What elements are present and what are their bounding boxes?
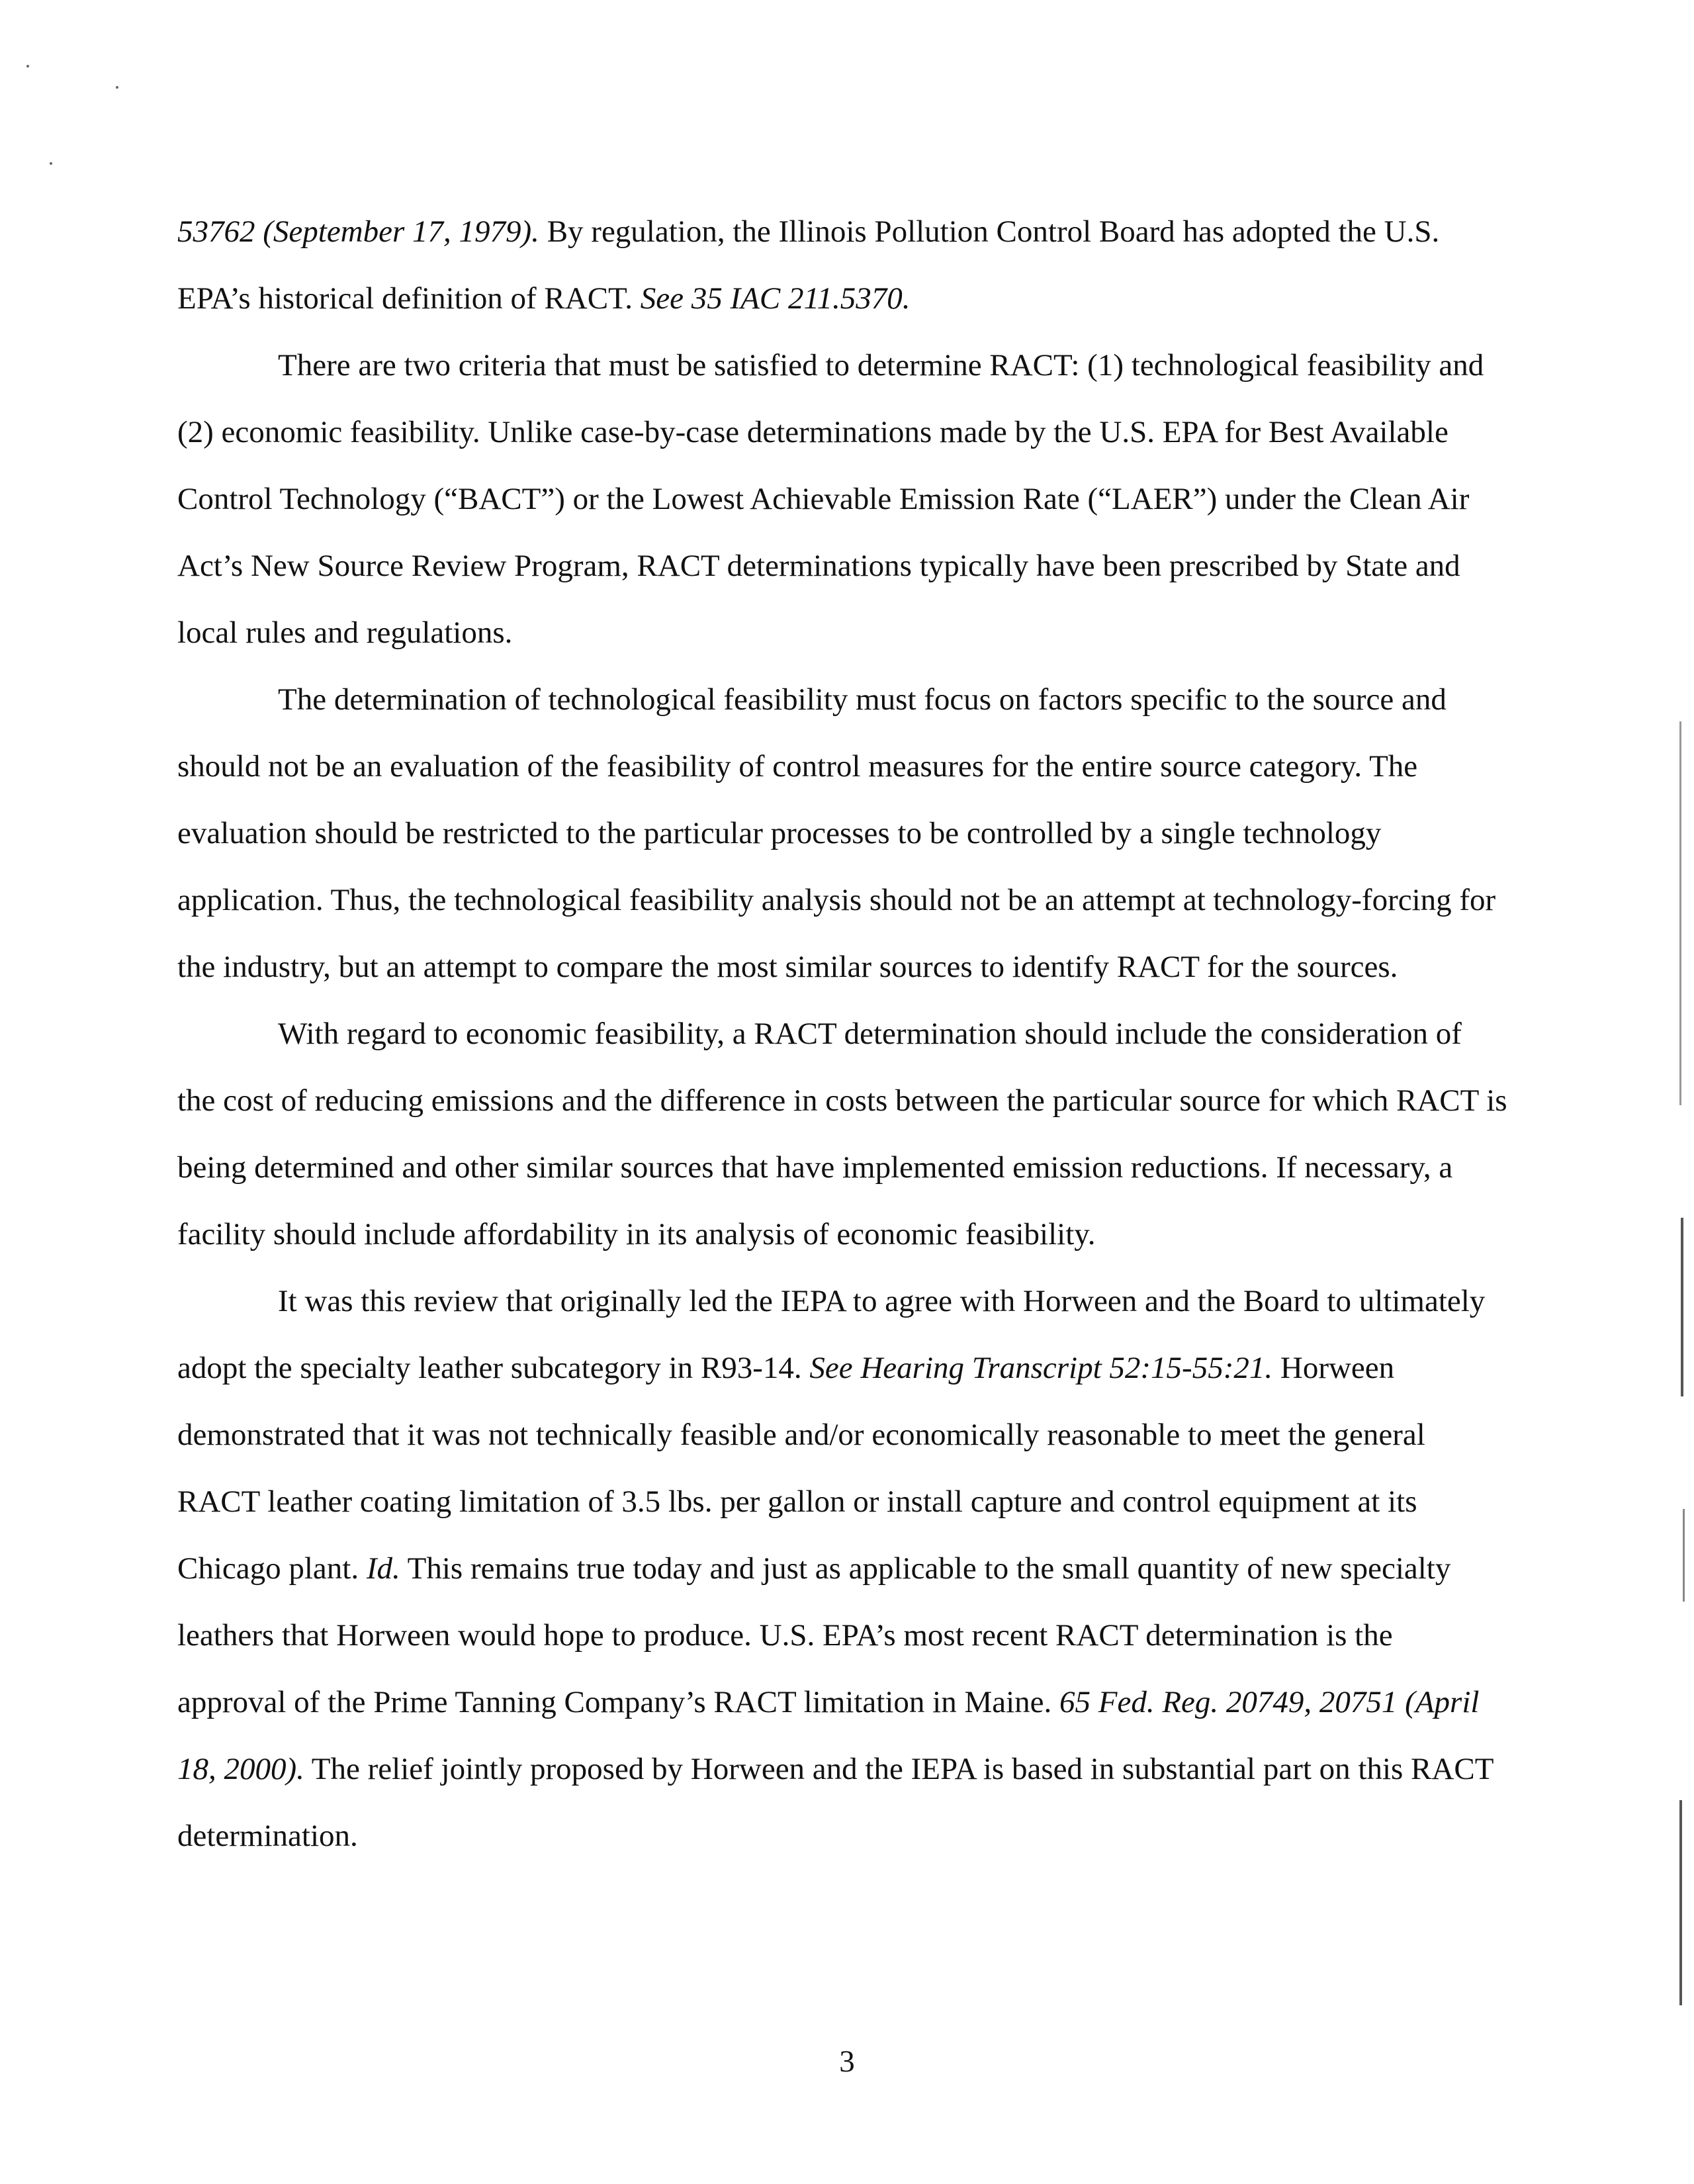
text-run: It was this review that originally led the IEPA to agree with Horween and the Board to ultimately adopt the specialty leather subcategory in R93-14. <box>177 1284 1486 1385</box>
paragraph-4 <box>177 1001 1507 1268</box>
text-run: The relief jointly proposed by Horween and the IEPA is based in substantial part on this RACT determination. <box>177 1752 1493 1853</box>
scan-speck <box>26 65 29 68</box>
scan-artifact <box>1679 721 1681 1105</box>
citation: 65 Fed. Reg. 20749, 20751 (April 18, 2000). <box>177 1685 1480 1786</box>
paragraph-3 <box>177 666 1507 1001</box>
scan-artifact <box>1681 1218 1683 1396</box>
body-text <box>177 199 1507 1870</box>
page-number: 3 <box>839 2044 855 2079</box>
citation: Id. <box>366 1551 400 1586</box>
text-run: The determination of technological feasibility must focus on factors specific to the source and should not be an evaluation of the feasibility of control measures for the entire source category. The evaluation should be restricted to the particular processes to be controlled by a single technology application. Thus, the technological feasibility analysis should not be an attempt at technology-forcing for the industry, but an attempt to compare the most similar sources to identify RACT for the sources. <box>177 682 1496 984</box>
citation: See Hearing Transcript 52:15-55:21. <box>809 1351 1273 1385</box>
citation: See 35 IAC 211.5370. <box>640 281 911 316</box>
text-run: With regard to economic feasibility, a RACT determination should include the consideration of the cost of reducing emissions and the difference in costs between the particular source for which RACT is being determined and other similar sources that have implemented emission reductions. If necessary, a facility should include affordability in its analysis of economic feasibility. <box>177 1017 1507 1251</box>
citation: 53762 (September 17, 1979). <box>177 214 539 249</box>
scan-speck <box>116 86 118 89</box>
paragraph-1 <box>177 199 1507 332</box>
text-run: Horween demonstrated that it was not technically feasible and/or economically reasonable to meet the general RACT leather coating limitation of 3.5 lbs. per gallon or install capture and control equipment at its Chicago plant. <box>177 1351 1425 1586</box>
scan-speck <box>50 162 52 165</box>
text-run: This remains true today and just as applicable to the small quantity of new specialty leathers that Horween would hope to produce. U.S. EPA’s most recent RACT determination is the approval of the Prime Tanning Company’s RACT limitation in Maine. <box>177 1551 1451 1719</box>
scan-artifact <box>1679 1800 1682 2005</box>
scan-artifact <box>1683 1509 1685 1602</box>
paragraph-2 <box>177 332 1507 666</box>
text-run: There are two criteria that must be satisfied to determine RACT: (1) technological feasibility and (2) economic feasibility. Unlike case-by-case determinations made by the U.S. EPA for Best Available Control Technology (“BACT”) or the Lowest Achievable Emission Rate (“LAER”) under the Clean Air Act’s New Source Review Program, RACT determinations typically have been prescribed by State and local rules and regulations. <box>177 348 1484 650</box>
text-run: By regulation, the Illinois Pollution Control Board has adopted the U.S. EPA’s historical definition of RACT. <box>177 214 1440 316</box>
paragraph-5 <box>177 1268 1507 1870</box>
